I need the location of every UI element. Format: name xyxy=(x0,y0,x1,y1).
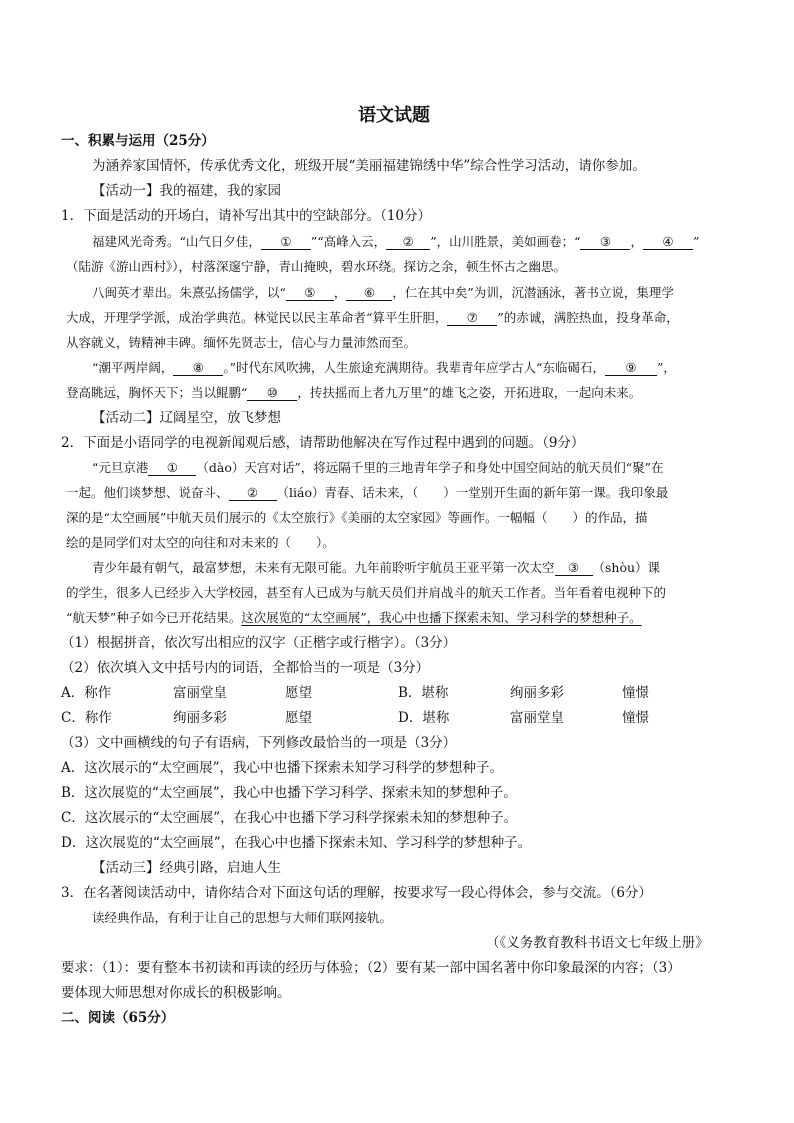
passage-line: “潮平两岸阔， ⑧ 。”时代东风吹拂，人生旅途充满期待。我辈青年应学古人“东临碣石， ⑨ ”， xyxy=(92,360,676,375)
question-stem: 2．下面是小语同学的电视新闻观后感，请帮助他解决在写作过程中遇到的问题。（9分） xyxy=(61,435,585,451)
passage-line: 深的是“太空画展”中航天员们展示的《太空旅行》《美丽的太空家园》等画作。一幅幅（ ）的作品，描 xyxy=(66,510,648,525)
passage-line: “元旦京港 ① （dàо）天宫对话”，将远隔千里的三地青年学子和身处中国空间站的航天员们“聚”在 xyxy=(92,460,664,475)
question-stem: 1．下面是活动的开场白，请补写出其中的空缺部分。（10分） xyxy=(61,208,432,224)
passage-line: 八闽英才辈出。朱熹弘扬儒学，以“ ⑤ ， ⑥ ，仁在其中矣”为训，沉潜涵泳，著书立说，集理学 xyxy=(92,285,674,300)
passage-line: 青少年最有朝气，最富梦想，未来有无限可能。九年前聆听宇航员王亚平第一次太空 ③ （shòu）课 xyxy=(92,560,661,575)
option-row: C．称作 绚丽多彩 愿望 xyxy=(61,710,312,726)
sub-question: （1）根据拼音，依次写出相应的汉字（正楷字或行楷字）。（3分） xyxy=(61,635,457,651)
answer-blank: ⑩ xyxy=(247,387,297,401)
quote-source: （《义务教育教科书语文七年级上册》 xyxy=(486,935,709,951)
sub-question: （3）文中画横线的句子有语病，下列修改最恰当的一项是（3分） xyxy=(61,735,457,751)
underlined-sentence: 这次展览的“太空画展”，我心中也播下探索未知、学习科学的梦想种子。 xyxy=(241,610,642,625)
passage-line: 从容就义，铸精神丰碑。缅怀先贤志士，信心与力量沛然而至。 xyxy=(66,335,417,350)
answer-blank: ⑨ xyxy=(605,362,657,376)
passage-line: 大成，开理学学派，成治学典范。林觉民以民主革命者“算平生肝胆， ⑦ ”的赤诚，满腔热血，投身革命， xyxy=(66,310,679,325)
answer-blank: ④ xyxy=(643,236,693,250)
sub-question: （2）依次填入文中括号内的词语，全都恰当的一项是（3分） xyxy=(61,660,430,676)
choice-option: C．这次展示的“太空画展”，在我心中也播下学习科学探索未知的梦想种子。 xyxy=(61,810,518,826)
passage-line: （陆游《游山西村》），村落深邃宁静，青山掩映，碧水环绕。探访之余，顿生怀古之幽思。 xyxy=(66,259,567,274)
passage-line: “航天梦”种子如今已开花结果。这次展览的“太空画展”，我心中也播下探索未知、学习科学的梦想种子。 xyxy=(66,610,642,625)
option-row: A．称作 富丽堂皇 愿望 xyxy=(61,685,312,701)
option-row: B．堪称 绚丽多彩 憧憬 xyxy=(398,685,649,701)
answer-blank: ⑥ xyxy=(346,287,392,301)
choice-option: A．这次展示的“太空画展”，我心中也播下探索未知学习科学的梦想种子。 xyxy=(61,760,504,776)
answer-blank: ② xyxy=(229,487,277,501)
requirement-line: 要体现大师思想对你成长的积极影响。 xyxy=(61,985,291,1001)
answer-blank: ① xyxy=(261,236,311,250)
choice-option: B．这次展览的“太空画展”，我心中也播下学习科学、探索未知的梦想种子。 xyxy=(61,785,517,801)
answer-blank: ① xyxy=(148,462,196,476)
page-title: 语文试题 xyxy=(358,105,430,126)
answer-blank: ⑤ xyxy=(286,287,334,301)
answer-blank: ⑧ xyxy=(173,362,223,376)
answer-blank: ③ xyxy=(555,562,593,576)
answer-blank: ② xyxy=(386,236,430,250)
choice-option: D．这次展览的“太空画展”，在我心中也播下探索未知、学习科学的梦想种子。 xyxy=(61,835,532,851)
section-heading: 一、积累与运用（25分） xyxy=(61,133,215,149)
passage-line: 一起。他们谈梦想、说奋斗、 ② （liáo）青春、话未来，（ ）一堂别开生面的新年第一课。我印象最 xyxy=(66,485,669,500)
option-row: D．堪称 富丽堂皇 憧憬 xyxy=(398,710,649,726)
answer-blank: ⑦ xyxy=(447,312,497,326)
passage-line: 福建风光奇秀。“山气日夕佳， ① ”“高峰入云， ② ”，山川胜景，美如画卷；“ ③ ， ④ ” xyxy=(92,234,700,249)
section-heading: 二、阅读（65分） xyxy=(61,1010,175,1026)
section-intro: 为涵养家国情怀，传承优秀文化，班级开展“美丽福建锦绣中华”综合性学习活动，请你参加。 xyxy=(92,158,646,174)
question-stem: 3．在名著阅读活动中，请你结合对下面这句话的理解，按要求写一段心得体会，参与交流。（6分） xyxy=(61,885,652,901)
activity-heading: 【活动二】辽阔星空，放飞梦想 xyxy=(92,410,281,426)
requirement-line: 要求：（1）：要有整本书初读和再读的经历与体验；（2）要有某一部中国名著中你印象最深的内容；（3） xyxy=(61,960,681,976)
passage-line: 绘的是同学们对太空的向往和对未来的（ ）。 xyxy=(66,535,335,550)
passage-line: 的学生，很多人已经步入大学校园，甚至有人已成为与航天员们并肩战斗的航天工作者。当年看着电视种下的 xyxy=(66,585,667,600)
answer-blank: ③ xyxy=(580,236,630,250)
passage-line: 登高眺远，胸怀天下；当以鲲鹏“ ⑩ ，抟扶摇而上者九万里”的雄飞之姿，开拓进取，一起向未来。 xyxy=(66,385,642,400)
activity-heading: 【活动一】我的福建，我的家园 xyxy=(92,183,281,199)
activity-heading: 【活动三】经典引路，启迪人生 xyxy=(92,860,281,876)
quote-line: 读经典作品，有利于让自己的思想与大师们联网接轨。 xyxy=(92,910,393,925)
